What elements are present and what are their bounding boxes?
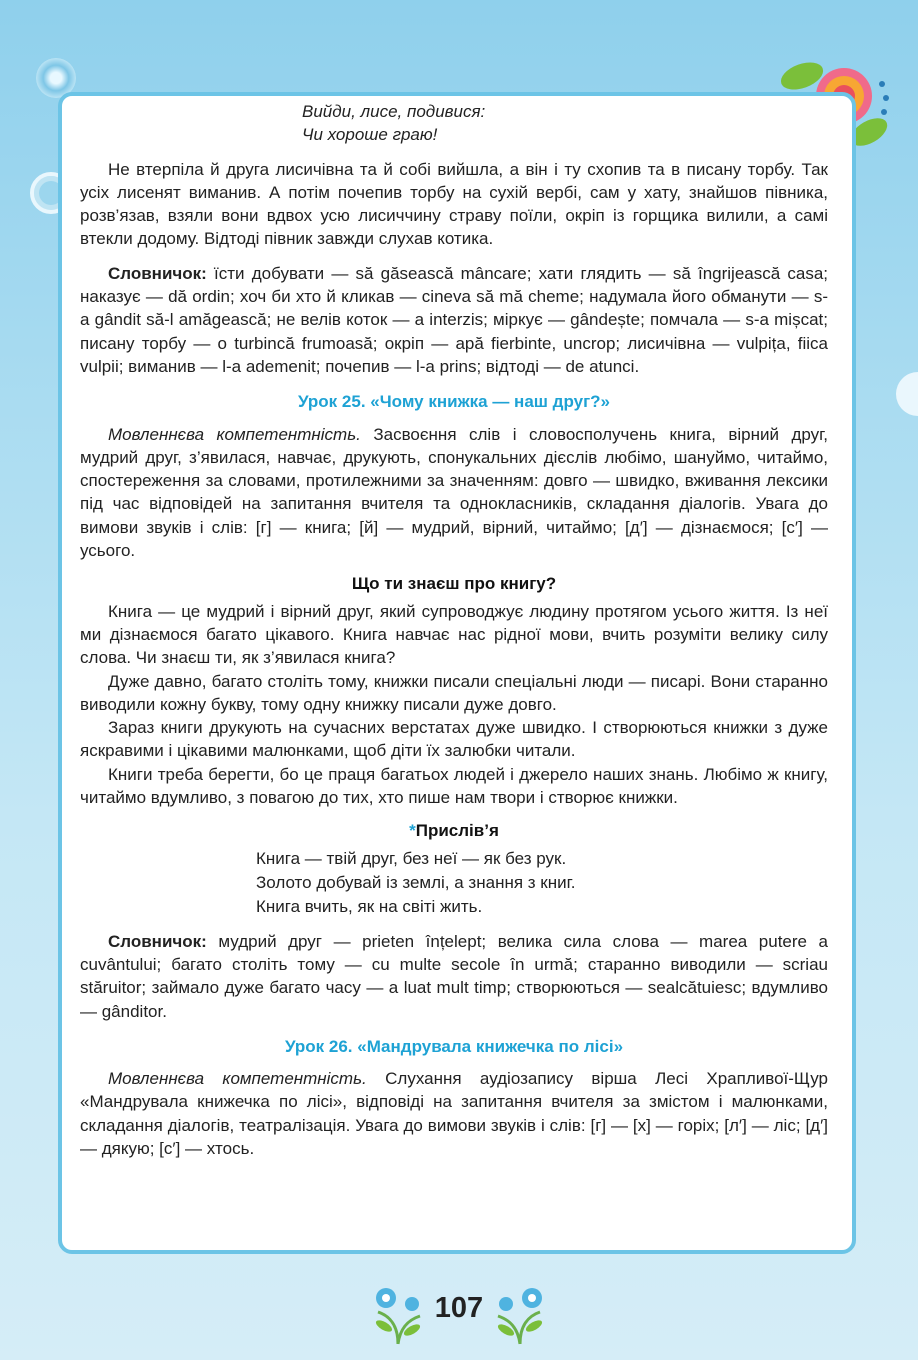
bubble-decoration-icon xyxy=(896,372,918,416)
competence-text: Слухання аудіозапису вірша Лесі Храпливої-Щур «Мандрувала книжечка по лісі», відповіді на запитання вчителя за змістом і малюнками, складання діалогів, театралізація. Увага до вимови звуків і слів: [г] — [х] — горіх; [л′] — ліс; [д′] — дякую; [с′] — хтось. xyxy=(80,1069,828,1158)
proverb: Золото добувай із землі, а знання з книг. xyxy=(256,872,576,892)
competence-label: Мовленнєва компетентність. xyxy=(108,424,361,444)
proverb: Книга — твій друг, без неї — як без рук. xyxy=(256,848,567,868)
lesson-25-subheading: Що ти знаєш про книгу? xyxy=(351,574,557,594)
proverbs-star: * xyxy=(409,821,416,841)
lesson-25-paragraph: Книга — це мудрий і вірний друг, який супроводжує людину протягом усього життя. Із неї ми дізнаємося багато цікавого. Книга навчає нас рідної мови, вчить розуміти велику силу слова. Чи знаєш ти, як з’явилася книга? xyxy=(80,601,828,668)
lesson-25-title: Урок 25. «Чому книжка — наш друг?» xyxy=(297,392,610,412)
lesson-25-competence xyxy=(80,423,828,563)
glossary-label: Словничок: xyxy=(108,931,207,951)
page-number: 107 xyxy=(434,1292,484,1324)
proverbs-title xyxy=(80,819,828,842)
story-paragraph: Не втерпіла й друга лисичівна та й собі вийшла, а він і ту схопив та в писану торбу. Так усіх лисенят виманив. А потім почепив торбу на сухій вербі, сам у хату, знайшов півника, розв’язав, взяли вони вдвох усю лисиччину страву поїли, окріп із горщика вилили, а самі втекли додому. Відтоді півник завжди слухав котика. xyxy=(80,159,828,249)
lesson-25-paragraph: Книги треба берегти, бо це праця багатьох людей і джерело наших знань. Любімо ж книгу, читаймо вдумливо, з повагою до тих, хто пише нам твори і створює книжки. xyxy=(80,764,828,808)
lesson-25-paragraph: Зараз книги друкують на сучасних верстатах дуже швидко. І створюються книжки з дуже яскравими і цікавими малюнками, щоб діти їх залюбки читали. xyxy=(80,718,828,761)
lesson-25-paragraph: Дуже давно, багато століть тому, книжки писали спеціальні люди — писарі. Вони старанно виводили кожну букву, тому одну книжку писали дуже довго. xyxy=(80,671,828,714)
glossary-label: Словничок: xyxy=(108,263,207,283)
proverbs-title-text: Прислів’я xyxy=(415,821,499,841)
page-content xyxy=(80,100,828,1160)
proverbs-list xyxy=(80,847,828,919)
verse-line: Вийди, лисе, подивися: xyxy=(302,102,486,121)
competence-text: Засвоєння слів і словосполучень книга, вірний друг, мудрий друг, з’явилася, навчає, друкують, спонукальних дієслів любімо, шануймо, читаймо, спостереження за словами, протилежними за значенням: довго — швидко, вживання лексики під час відповідей на запитання вчителя та однокласників, складання діалогів. Увага до вимови звуків і слів: [г] — книга; [й] — мудрий, вірний, читаймо; [д′] — дізнаємося; [с′] — усього. xyxy=(80,424,828,561)
proverb: Книга вчить, як на світі жить. xyxy=(256,896,483,916)
glossary-text: їсти добувати — să găsească mâncare; хати глядить — să îngrijească casa; наказує — dă ordin; хоч би хто й кликав — cineva să mă cheme; надумала його обманути — s-a gândit să-l amăgească; не велів коток — a interzis; міркує — gândește; помчала — s-a mișcat; писану торбу — o turbincă frumoasă; окріп — apă fierbinte, uncrop; лисичівна — vulpița, fiica vulpii; виманив — l-a ademenit; почепив — l-a prins; відтоді — de atunci. xyxy=(80,263,828,376)
glossary-text: мудрий друг — prieten înțelept; велика сила слова — marea putere a cuvântului; багато століть тому — cu multe secole în urmă; старанно виводили — scriau stăruitor; займало дуже багато часу — a luat mult timp; створюються — sealcătuiesc; вдумливо — gânditor. xyxy=(80,931,828,1021)
verse xyxy=(80,100,828,147)
glossary-2 xyxy=(80,930,828,1023)
competence-label: Мовленнєва компетентність. xyxy=(108,1069,367,1089)
lesson-26-competence xyxy=(80,1067,828,1160)
verse-line: Чи хороше граю! xyxy=(302,125,438,145)
glossary-1 xyxy=(80,262,828,378)
lesson-26-title: Урок 26. «Мандрувала книжечка по лісі» xyxy=(284,1036,624,1056)
